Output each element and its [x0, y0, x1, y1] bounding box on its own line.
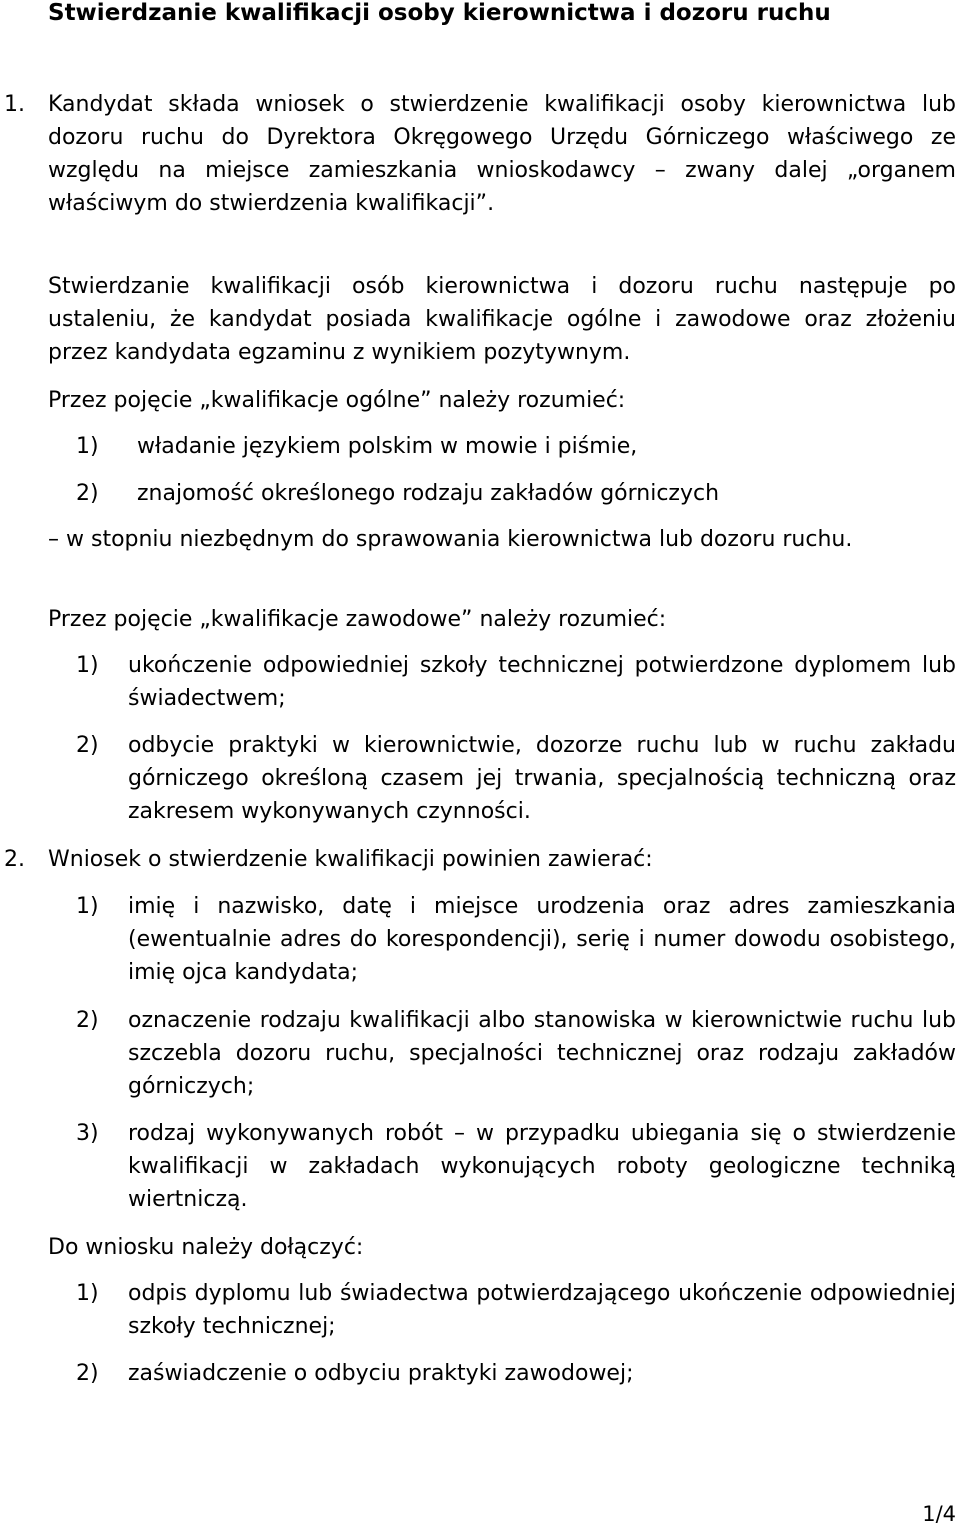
- list-item-number: 3): [76, 1121, 99, 1146]
- list-item-number: 1): [76, 894, 99, 919]
- section-1-number: 1.: [4, 92, 25, 117]
- list-item-text: imię i nazwisko, datę i miejsce urodzenia oraz adres zamieszkania (ewentualnie adres do korespondencji), serię i numer dowodu osobistego, imię ojca kandydata;: [128, 894, 956, 985]
- list-item-number: 2): [76, 481, 99, 506]
- list-item-number: 1): [76, 1281, 99, 1306]
- section-1-paragraph: Kandydat składa wniosek o stwierdzenie kwalifikacji osoby kierownictwa lub dozoru ruchu do Dyrektora Okręgowego Urzędu Górniczego właściwego ze względu na miejsce zamieszkania wnioskodawcy – zwany dalej „organem właściwym do stwierdzenia kwalifikacji”.: [48, 92, 956, 216]
- page-number: 1/4: [922, 1502, 956, 1526]
- list-item-text: rodzaj wykonywanych robót – w przypadku ubiegania się o stwierdzenie kwalifikacji w zakładach wykonujących roboty geologiczne techniką wiertniczą.: [128, 1121, 956, 1212]
- section-2-intro: Wniosek o stwierdzenie kwalifikacji powinien zawierać:: [48, 847, 653, 872]
- general-qualifications-intro: Przez pojęcie „kwalifikacje ogólne” należy rozumieć:: [48, 388, 626, 413]
- document-title: Stwierdzanie kwalifikacji osoby kierownictwa i dozoru ruchu: [48, 0, 831, 26]
- list-item-text: znajomość określonego rodzaju zakładów górniczych: [137, 481, 720, 506]
- list-item-number: 2): [76, 1361, 99, 1386]
- list-item-number: 2): [76, 733, 99, 758]
- list-item-text: oznaczenie rodzaju kwalifikacji albo stanowiska w kierownictwie ruchu lub szczebla dozoru ruchu, specjalności technicznej oraz rodzaju zakładów górniczych;: [128, 1008, 956, 1099]
- list-item-number: 2): [76, 1008, 99, 1033]
- list-item-text: odpis dyplomu lub świadectwa potwierdzającego ukończenie odpowiedniej szkoły technicznej;: [128, 1281, 956, 1339]
- list-item-number: 1): [76, 653, 99, 678]
- list-item-text: władanie językiem polskim w mowie i piśmie,: [137, 434, 638, 459]
- section-2-number: 2.: [4, 847, 25, 872]
- section-1-paragraph-2: Stwierdzanie kwalifikacji osób kierownictwa i dozoru ruchu następuje po ustaleniu, że kandydat posiada kwalifikacje ogólne i zawodowe oraz złożeniu przez kandydata egzaminu z wynikiem pozytywnym.: [48, 274, 956, 365]
- list-item-text: zaświadczenie o odbyciu praktyki zawodowej;: [128, 1361, 634, 1386]
- list-item-number: 1): [76, 434, 99, 459]
- list-item-text: ukończenie odpowiedniej szkoły technicznej potwierdzone dyplomem lub świadectwem;: [128, 653, 956, 711]
- general-qualifications-outro: – w stopniu niezbędnym do sprawowania kierownictwa lub dozoru ruchu.: [48, 527, 853, 552]
- list-item-text: odbycie praktyki w kierownictwie, dozorze ruchu lub w ruchu zakładu górniczego określoną czasem jej trwania, specjalnością techniczną oraz zakresem wykonywanych czynności.: [128, 733, 956, 824]
- attachments-intro: Do wniosku należy dołączyć:: [48, 1235, 364, 1260]
- professional-qualifications-intro: Przez pojęcie „kwalifikacje zawodowe” należy rozumieć:: [48, 607, 667, 632]
